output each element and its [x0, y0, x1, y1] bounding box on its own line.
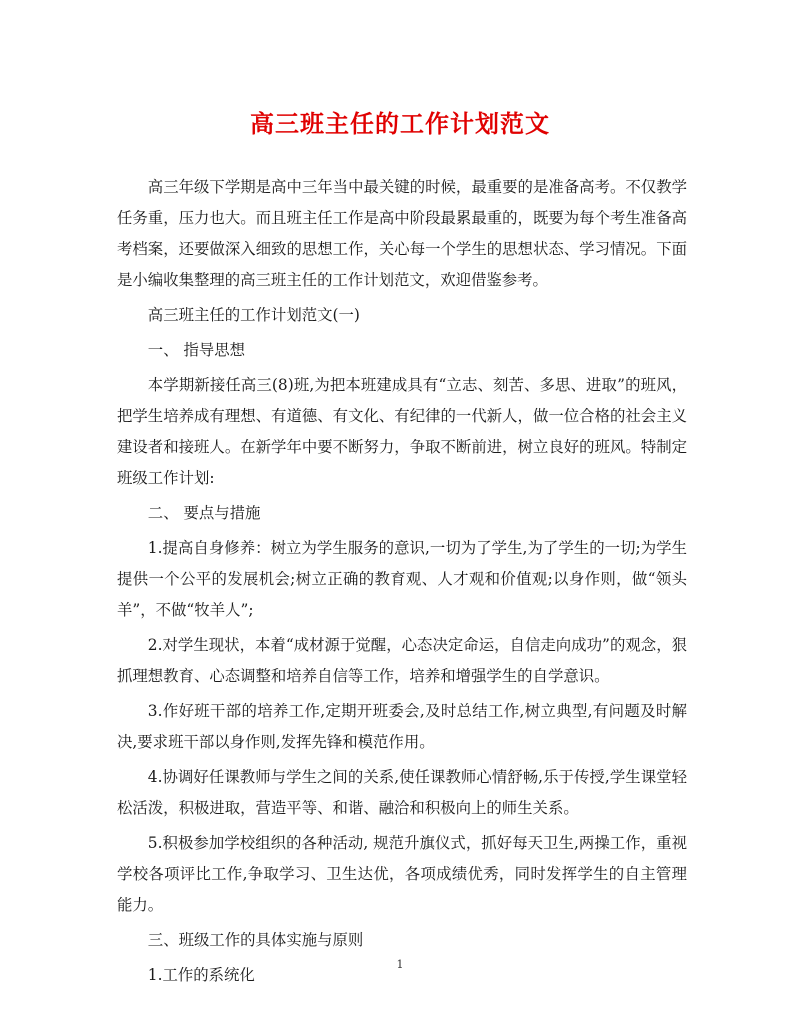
- section-heading-1: 一、 指导思想: [147, 341, 246, 359]
- document-title: 高三班主任的工作计划范文: [250, 109, 550, 138]
- paragraph-point-2: 2.对学生现状，本着“成材源于觉醒，心态决定命运，自信走向成功”的观念，狠抓理想教育、心态调整和培养自信等工作，培养和增强学生的自学意识。: [117, 636, 687, 685]
- paragraph-point-4: 4.协调好任课教师与学生之间的关系,使任课教师心情舒畅,乐于传授,学生课堂轻松活泼，积极进取，营造平等、和谐、融洽和积极向上的师生关系。: [117, 768, 687, 817]
- paragraph-sub-item-1: 1.工作的系统化: [147, 966, 255, 984]
- document-body: [117, 172, 687, 995]
- paragraph-point-5: 5.积极参加学校组织的各种活动, 规范升旗仪式，抓好每天卫生,两操工作，重视学校各项评比工作,争取学习、卫生达优，各项成绩优秀，同时发挥学生的自主管理能力。: [117, 834, 687, 914]
- paragraph-point-3: 3.作好班干部的培养工作,定期开班委会,及时总结工作,树立典型,有问题及时解决,要求班干部以身作则,发挥先锋和模范作用。: [117, 702, 687, 751]
- section-heading-2: 二、 要点与措施: [147, 504, 261, 522]
- page-number: 1: [396, 958, 404, 971]
- paragraph-subtitle: 高三班主任的工作计划范文(一): [147, 306, 360, 324]
- paragraph-guiding-idea: 本学期新接任高三(8)班,为把本班建成具有“立志、刻苦、多思、进取”的班风，把学生培养成有理想、有道德、有文化、有纪律的一代新人，做一位合格的社会主义建设者和接班人。在新学年中要不断努力，争取不断前进，树立良好的班风。特制定班级工作计划:: [117, 376, 687, 487]
- section-heading-3: 三、班级工作的具体实施与原则: [147, 931, 364, 949]
- paragraph-intro: 高三年级下学期是高中三年当中最关键的时候，最重要的是准备高考。不仅教学任务重，压力也大。而且班主任工作是高中阶段最累最重的，既要为每个考生准备高考档案，还要做深入细致的思想工作，关心每一个学生的思想状态、学习情况。下面是小编收集整理的高三班主任的工作计划范文，欢迎借鉴参考。: [117, 178, 687, 289]
- paragraph-point-1: 1.提高自身修养：树立为学生服务的意识,一切为了学生,为了学生的一切;为学生提供一个公平的发展机会;树立正确的教育观、人才观和价值观;以身作则，做“领头羊”，不做“牧羊人”;: [117, 539, 687, 619]
